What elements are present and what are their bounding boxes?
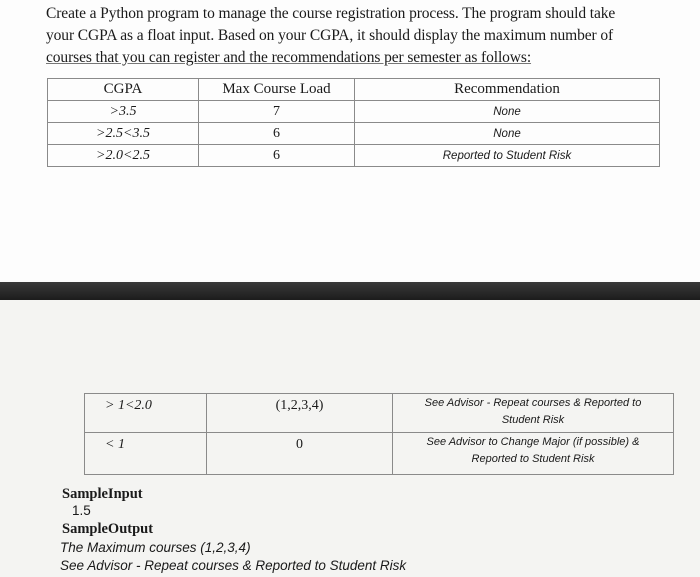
header-cgpa: CGPA xyxy=(48,79,199,101)
table-row xyxy=(48,123,660,145)
intro-line-3: courses that you can register and the recommendations per semester as follows: xyxy=(46,49,532,66)
header-recommendation: Recommendation xyxy=(355,79,660,101)
intro-line-2: your CGPA as a float input. Based on your CGPA, it should display the maximum number of xyxy=(46,27,614,44)
sample-input-label: SampleInput xyxy=(62,486,143,502)
header-max-course-load: Max Course Load xyxy=(199,79,355,101)
recommendation-line-1: See Advisor - Repeat courses & Reported to xyxy=(424,397,642,409)
cell-max: 6 xyxy=(199,145,355,167)
table-row xyxy=(85,433,674,475)
cgpa-table-continued xyxy=(84,393,674,475)
cell-recommendation xyxy=(393,394,674,433)
cell-max: (1,2,3,4) xyxy=(207,394,393,433)
table-row xyxy=(48,101,660,123)
cell-max: 0 xyxy=(207,433,393,475)
cell-recommendation: None xyxy=(355,101,660,123)
page-break-band xyxy=(0,282,700,300)
recommendation-line-2: Reported to Student Risk xyxy=(471,453,595,465)
sample-input-value: 1.5 xyxy=(72,503,91,518)
cell-recommendation: None xyxy=(355,123,660,145)
table-row xyxy=(48,145,660,167)
recommendation-line-2: Student Risk xyxy=(501,414,565,426)
table-header-row xyxy=(48,79,660,101)
problem-statement xyxy=(46,3,686,69)
recommendation-line-1: See Advisor to Change Major (if possible) & xyxy=(426,436,640,448)
cell-recommendation: Reported to Student Risk xyxy=(355,145,660,167)
cell-cgpa: >3.5 xyxy=(48,101,199,123)
cell-recommendation xyxy=(393,433,674,475)
cell-max: 6 xyxy=(199,123,355,145)
sample-output-label: SampleOutput xyxy=(62,521,154,537)
intro-line-1: Create a Python program to manage the course registration process. The program should take xyxy=(46,5,616,22)
cell-cgpa: < 1 xyxy=(85,433,207,475)
sample-output-line-2: See Advisor - Repeat courses & Reported to Student Risk xyxy=(60,558,407,573)
cell-cgpa: > 1<2.0 xyxy=(85,394,207,433)
sample-output-line-1: The Maximum courses (1,2,3,4) xyxy=(60,540,251,555)
table-row xyxy=(85,394,674,433)
cgpa-table xyxy=(47,78,660,167)
cell-max: 7 xyxy=(199,101,355,123)
cell-cgpa: >2.5<3.5 xyxy=(48,123,199,145)
cell-cgpa: >2.0<2.5 xyxy=(48,145,199,167)
